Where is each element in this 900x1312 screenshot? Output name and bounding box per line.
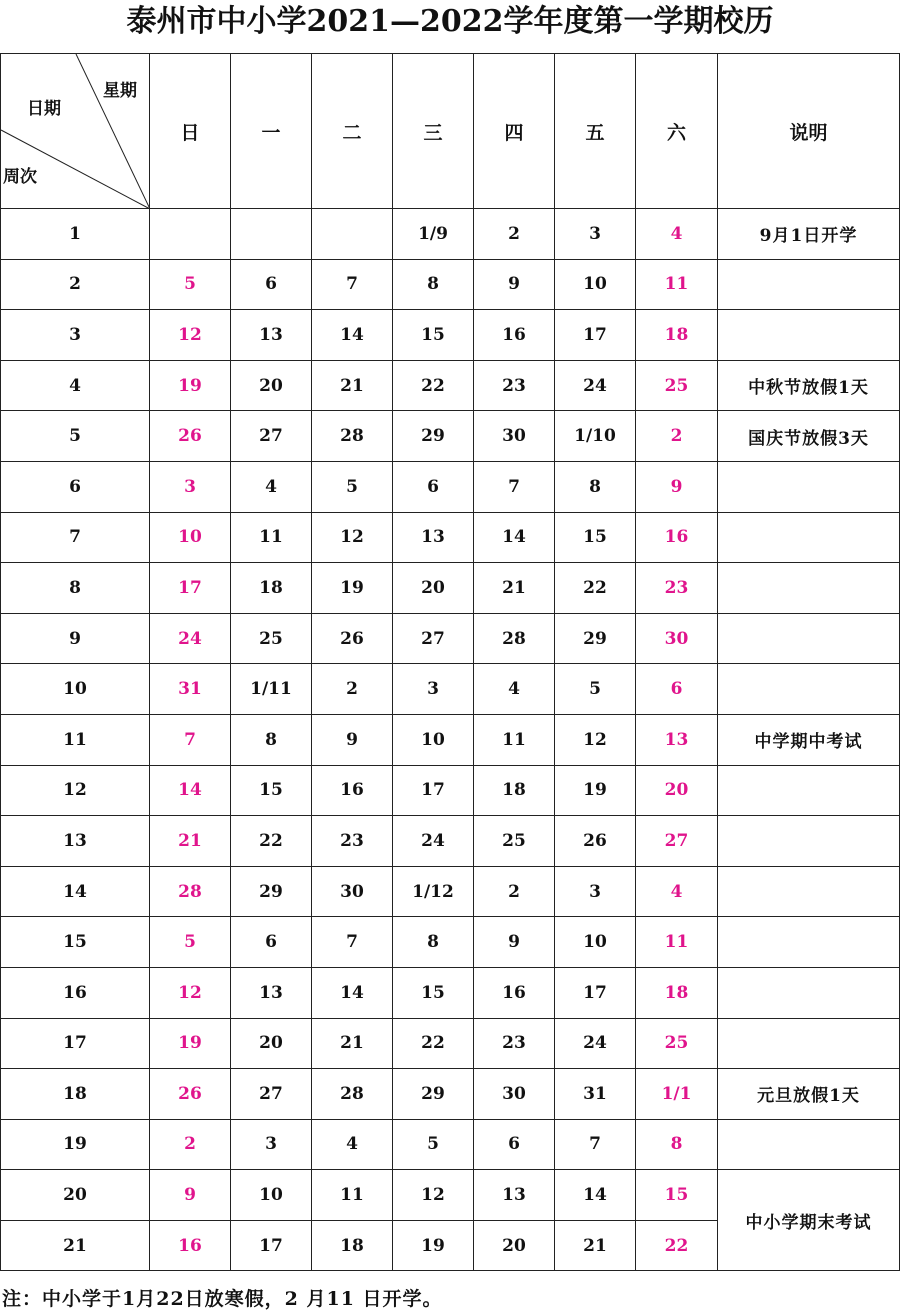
date-cell: 28 xyxy=(312,411,393,462)
date-cell: 22 xyxy=(393,360,474,411)
date-cell: 29 xyxy=(393,1069,474,1120)
date-cell: 19 xyxy=(555,765,636,816)
date-cell xyxy=(231,209,312,260)
week-row xyxy=(1,1069,900,1120)
note-cell xyxy=(718,512,900,563)
date-cell: 16 xyxy=(474,310,555,361)
weekend-date-cell: 15 xyxy=(636,1170,718,1221)
date-cell: 7 xyxy=(312,917,393,968)
week-row xyxy=(1,816,900,867)
date-cell: 22 xyxy=(231,816,312,867)
week-number-cell: 15 xyxy=(1,917,150,968)
date-cell: 12 xyxy=(555,714,636,765)
week-number-cell: 10 xyxy=(1,664,150,715)
date-cell: 1/10 xyxy=(555,411,636,462)
weekend-date-cell: 18 xyxy=(636,967,718,1018)
date-cell: 12 xyxy=(312,512,393,563)
date-cell: 25 xyxy=(231,613,312,664)
week-row xyxy=(1,512,900,563)
date-cell: 23 xyxy=(312,816,393,867)
date-cell: 19 xyxy=(393,1220,474,1271)
week-row xyxy=(1,1018,900,1069)
weekend-date-cell: 18 xyxy=(636,310,718,361)
weekend-date-cell: 12 xyxy=(150,310,231,361)
note-cell xyxy=(718,461,900,512)
date-cell: 17 xyxy=(555,967,636,1018)
date-cell: 8 xyxy=(231,714,312,765)
date-cell: 27 xyxy=(393,613,474,664)
date-cell: 21 xyxy=(312,360,393,411)
date-cell: 10 xyxy=(393,714,474,765)
week-number-cell: 6 xyxy=(1,461,150,512)
corner-week-label: 周次 xyxy=(3,167,37,187)
week-number-cell: 1 xyxy=(1,209,150,260)
weekend-date-cell: 25 xyxy=(636,360,718,411)
date-cell: 30 xyxy=(474,1069,555,1120)
week-row xyxy=(1,209,900,260)
weekend-date-cell: 26 xyxy=(150,1069,231,1120)
week-number-cell: 13 xyxy=(1,816,150,867)
note-cell xyxy=(718,664,900,715)
date-cell: 6 xyxy=(231,917,312,968)
date-cell: 23 xyxy=(474,360,555,411)
date-cell: 23 xyxy=(474,1018,555,1069)
date-cell: 10 xyxy=(555,917,636,968)
date-cell: 22 xyxy=(555,563,636,614)
calendar-title: 泰州市中小学2021—2022学年度第一学期校历 xyxy=(126,4,774,39)
date-cell: 29 xyxy=(231,866,312,917)
week-number-cell: 20 xyxy=(1,1170,150,1221)
date-cell: 13 xyxy=(231,967,312,1018)
date-cell: 11 xyxy=(474,714,555,765)
date-cell: 30 xyxy=(474,411,555,462)
weekend-date-cell: 23 xyxy=(636,563,718,614)
week-row xyxy=(1,664,900,715)
date-cell: 11 xyxy=(231,512,312,563)
date-cell: 26 xyxy=(555,816,636,867)
weekend-date-cell: 26 xyxy=(150,411,231,462)
week-number-cell: 7 xyxy=(1,512,150,563)
weekend-date-cell: 19 xyxy=(150,1018,231,1069)
date-cell: 31 xyxy=(555,1069,636,1120)
date-cell: 14 xyxy=(555,1170,636,1221)
weekend-date-cell: 31 xyxy=(150,664,231,715)
header-row xyxy=(1,54,900,209)
weekend-date-cell: 20 xyxy=(636,765,718,816)
date-cell xyxy=(312,209,393,260)
weekend-date-cell: 3 xyxy=(150,461,231,512)
weekend-date-cell: 9 xyxy=(150,1170,231,1221)
date-cell: 2 xyxy=(312,664,393,715)
weekend-date-cell: 4 xyxy=(636,209,718,260)
date-cell: 8 xyxy=(393,259,474,310)
date-cell: 5 xyxy=(555,664,636,715)
weekend-date-cell: 19 xyxy=(150,360,231,411)
date-cell: 15 xyxy=(555,512,636,563)
school-calendar-table xyxy=(0,53,900,1271)
weekend-date-cell xyxy=(150,209,231,260)
date-cell: 28 xyxy=(312,1069,393,1120)
date-cell: 1/11 xyxy=(231,664,312,715)
weekend-date-cell: 22 xyxy=(636,1220,718,1271)
weekend-date-cell: 1/1 xyxy=(636,1069,718,1120)
week-row xyxy=(1,967,900,1018)
date-cell: 9 xyxy=(312,714,393,765)
date-cell: 3 xyxy=(393,664,474,715)
date-cell: 28 xyxy=(474,613,555,664)
weekend-date-cell: 16 xyxy=(636,512,718,563)
note-cell: 国庆节放假3天 xyxy=(718,411,900,462)
week-number-cell: 11 xyxy=(1,714,150,765)
date-cell: 24 xyxy=(555,1018,636,1069)
date-cell: 20 xyxy=(474,1220,555,1271)
date-cell: 20 xyxy=(231,360,312,411)
date-cell: 13 xyxy=(474,1170,555,1221)
date-cell: 13 xyxy=(231,310,312,361)
weekend-date-cell: 11 xyxy=(636,259,718,310)
date-cell: 1/9 xyxy=(393,209,474,260)
weekend-date-cell: 2 xyxy=(150,1119,231,1170)
date-cell: 6 xyxy=(231,259,312,310)
weekend-date-cell: 8 xyxy=(636,1119,718,1170)
week-number-cell: 9 xyxy=(1,613,150,664)
date-cell: 7 xyxy=(312,259,393,310)
weekend-date-cell: 21 xyxy=(150,816,231,867)
date-cell: 29 xyxy=(393,411,474,462)
date-cell: 11 xyxy=(312,1170,393,1221)
calendar-body xyxy=(1,209,900,1271)
week-number-cell: 2 xyxy=(1,259,150,310)
corner-header-cell xyxy=(1,54,150,209)
corner-weekday-label: 星期 xyxy=(103,81,137,101)
week-number-cell: 4 xyxy=(1,360,150,411)
date-cell: 9 xyxy=(474,917,555,968)
date-cell: 21 xyxy=(474,563,555,614)
week-number-cell: 16 xyxy=(1,967,150,1018)
weekend-date-cell: 12 xyxy=(150,967,231,1018)
footnote: 注：中小学于1月22日放寒假，2 月11 日开学。 xyxy=(2,1288,443,1310)
date-cell: 22 xyxy=(393,1018,474,1069)
date-cell: 4 xyxy=(231,461,312,512)
date-cell: 3 xyxy=(555,866,636,917)
date-cell: 18 xyxy=(474,765,555,816)
note-cell: 中秋节放假1天 xyxy=(718,360,900,411)
date-cell: 2 xyxy=(474,866,555,917)
date-cell: 4 xyxy=(312,1119,393,1170)
week-row xyxy=(1,765,900,816)
date-cell: 17 xyxy=(555,310,636,361)
date-cell: 29 xyxy=(555,613,636,664)
date-cell: 4 xyxy=(474,664,555,715)
date-cell: 12 xyxy=(393,1170,474,1221)
week-row xyxy=(1,714,900,765)
date-cell: 18 xyxy=(231,563,312,614)
weekend-date-cell: 2 xyxy=(636,411,718,462)
week-number-cell: 8 xyxy=(1,563,150,614)
date-cell: 21 xyxy=(555,1220,636,1271)
date-cell: 20 xyxy=(393,563,474,614)
note-cell xyxy=(718,1018,900,1069)
weekend-date-cell: 5 xyxy=(150,917,231,968)
note-cell xyxy=(718,765,900,816)
date-cell: 30 xyxy=(312,866,393,917)
day-header-wednesday: 三 xyxy=(393,54,474,209)
week-number-cell: 5 xyxy=(1,411,150,462)
weekend-date-cell: 27 xyxy=(636,816,718,867)
day-header-thursday: 四 xyxy=(474,54,555,209)
date-cell: 26 xyxy=(312,613,393,664)
week-number-cell: 18 xyxy=(1,1069,150,1120)
date-cell: 8 xyxy=(393,917,474,968)
note-cell xyxy=(718,866,900,917)
weekend-date-cell: 11 xyxy=(636,917,718,968)
note-cell xyxy=(718,917,900,968)
week-row xyxy=(1,360,900,411)
week-number-cell: 14 xyxy=(1,866,150,917)
weekend-date-cell: 9 xyxy=(636,461,718,512)
date-cell: 15 xyxy=(393,967,474,1018)
date-cell: 8 xyxy=(555,461,636,512)
weekend-date-cell: 4 xyxy=(636,866,718,917)
weekend-date-cell: 25 xyxy=(636,1018,718,1069)
week-row xyxy=(1,866,900,917)
note-header: 说明 xyxy=(718,54,900,209)
week-row xyxy=(1,1170,900,1221)
date-cell: 15 xyxy=(393,310,474,361)
weekend-date-cell: 7 xyxy=(150,714,231,765)
note-cell: 中学期中考试 xyxy=(718,714,900,765)
weekend-date-cell: 28 xyxy=(150,866,231,917)
date-cell: 3 xyxy=(555,209,636,260)
date-cell: 10 xyxy=(231,1170,312,1221)
date-cell: 7 xyxy=(555,1119,636,1170)
date-cell: 6 xyxy=(393,461,474,512)
day-header-tuesday: 二 xyxy=(312,54,393,209)
day-header-friday: 五 xyxy=(555,54,636,209)
weekend-date-cell: 16 xyxy=(150,1220,231,1271)
note-cell xyxy=(718,1119,900,1170)
date-cell: 1/12 xyxy=(393,866,474,917)
date-cell: 19 xyxy=(312,563,393,614)
week-row xyxy=(1,411,900,462)
note-cell xyxy=(718,613,900,664)
weekend-date-cell: 5 xyxy=(150,259,231,310)
date-cell: 25 xyxy=(474,816,555,867)
week-row xyxy=(1,613,900,664)
weekend-date-cell: 13 xyxy=(636,714,718,765)
date-cell: 15 xyxy=(231,765,312,816)
date-cell: 27 xyxy=(231,411,312,462)
date-cell: 3 xyxy=(231,1119,312,1170)
date-cell: 6 xyxy=(474,1119,555,1170)
date-cell: 27 xyxy=(231,1069,312,1120)
date-cell: 13 xyxy=(393,512,474,563)
date-cell: 20 xyxy=(231,1018,312,1069)
day-header-saturday: 六 xyxy=(636,54,718,209)
week-row xyxy=(1,310,900,361)
date-cell: 14 xyxy=(312,967,393,1018)
date-cell: 14 xyxy=(474,512,555,563)
note-cell xyxy=(718,310,900,361)
date-cell: 10 xyxy=(555,259,636,310)
day-header-sunday: 日 xyxy=(150,54,231,209)
date-cell: 24 xyxy=(555,360,636,411)
corner-date-label: 日期 xyxy=(27,99,61,119)
note-cell: 9月1日开学 xyxy=(718,209,900,260)
note-cell xyxy=(718,259,900,310)
date-cell: 5 xyxy=(312,461,393,512)
week-row xyxy=(1,1119,900,1170)
date-cell: 9 xyxy=(474,259,555,310)
note-cell: 中小学期末考试 xyxy=(718,1170,900,1271)
note-cell: 元旦放假1天 xyxy=(718,1069,900,1120)
date-cell: 5 xyxy=(393,1119,474,1170)
date-cell: 21 xyxy=(312,1018,393,1069)
week-number-cell: 12 xyxy=(1,765,150,816)
date-cell: 2 xyxy=(474,209,555,260)
date-cell: 17 xyxy=(393,765,474,816)
weekend-date-cell: 14 xyxy=(150,765,231,816)
note-cell xyxy=(718,967,900,1018)
date-cell: 24 xyxy=(393,816,474,867)
date-cell: 7 xyxy=(474,461,555,512)
weekend-date-cell: 6 xyxy=(636,664,718,715)
week-row xyxy=(1,917,900,968)
week-number-cell: 3 xyxy=(1,310,150,361)
week-row xyxy=(1,461,900,512)
weekend-date-cell: 30 xyxy=(636,613,718,664)
date-cell: 16 xyxy=(312,765,393,816)
note-cell xyxy=(718,816,900,867)
date-cell: 18 xyxy=(312,1220,393,1271)
day-header-monday: 一 xyxy=(231,54,312,209)
date-cell: 17 xyxy=(231,1220,312,1271)
week-number-cell: 21 xyxy=(1,1220,150,1271)
date-cell: 16 xyxy=(474,967,555,1018)
note-cell xyxy=(718,563,900,614)
week-number-cell: 17 xyxy=(1,1018,150,1069)
weekend-date-cell: 17 xyxy=(150,563,231,614)
week-row xyxy=(1,563,900,614)
week-number-cell: 19 xyxy=(1,1119,150,1170)
weekend-date-cell: 10 xyxy=(150,512,231,563)
weekend-date-cell: 24 xyxy=(150,613,231,664)
week-row xyxy=(1,259,900,310)
date-cell: 14 xyxy=(312,310,393,361)
